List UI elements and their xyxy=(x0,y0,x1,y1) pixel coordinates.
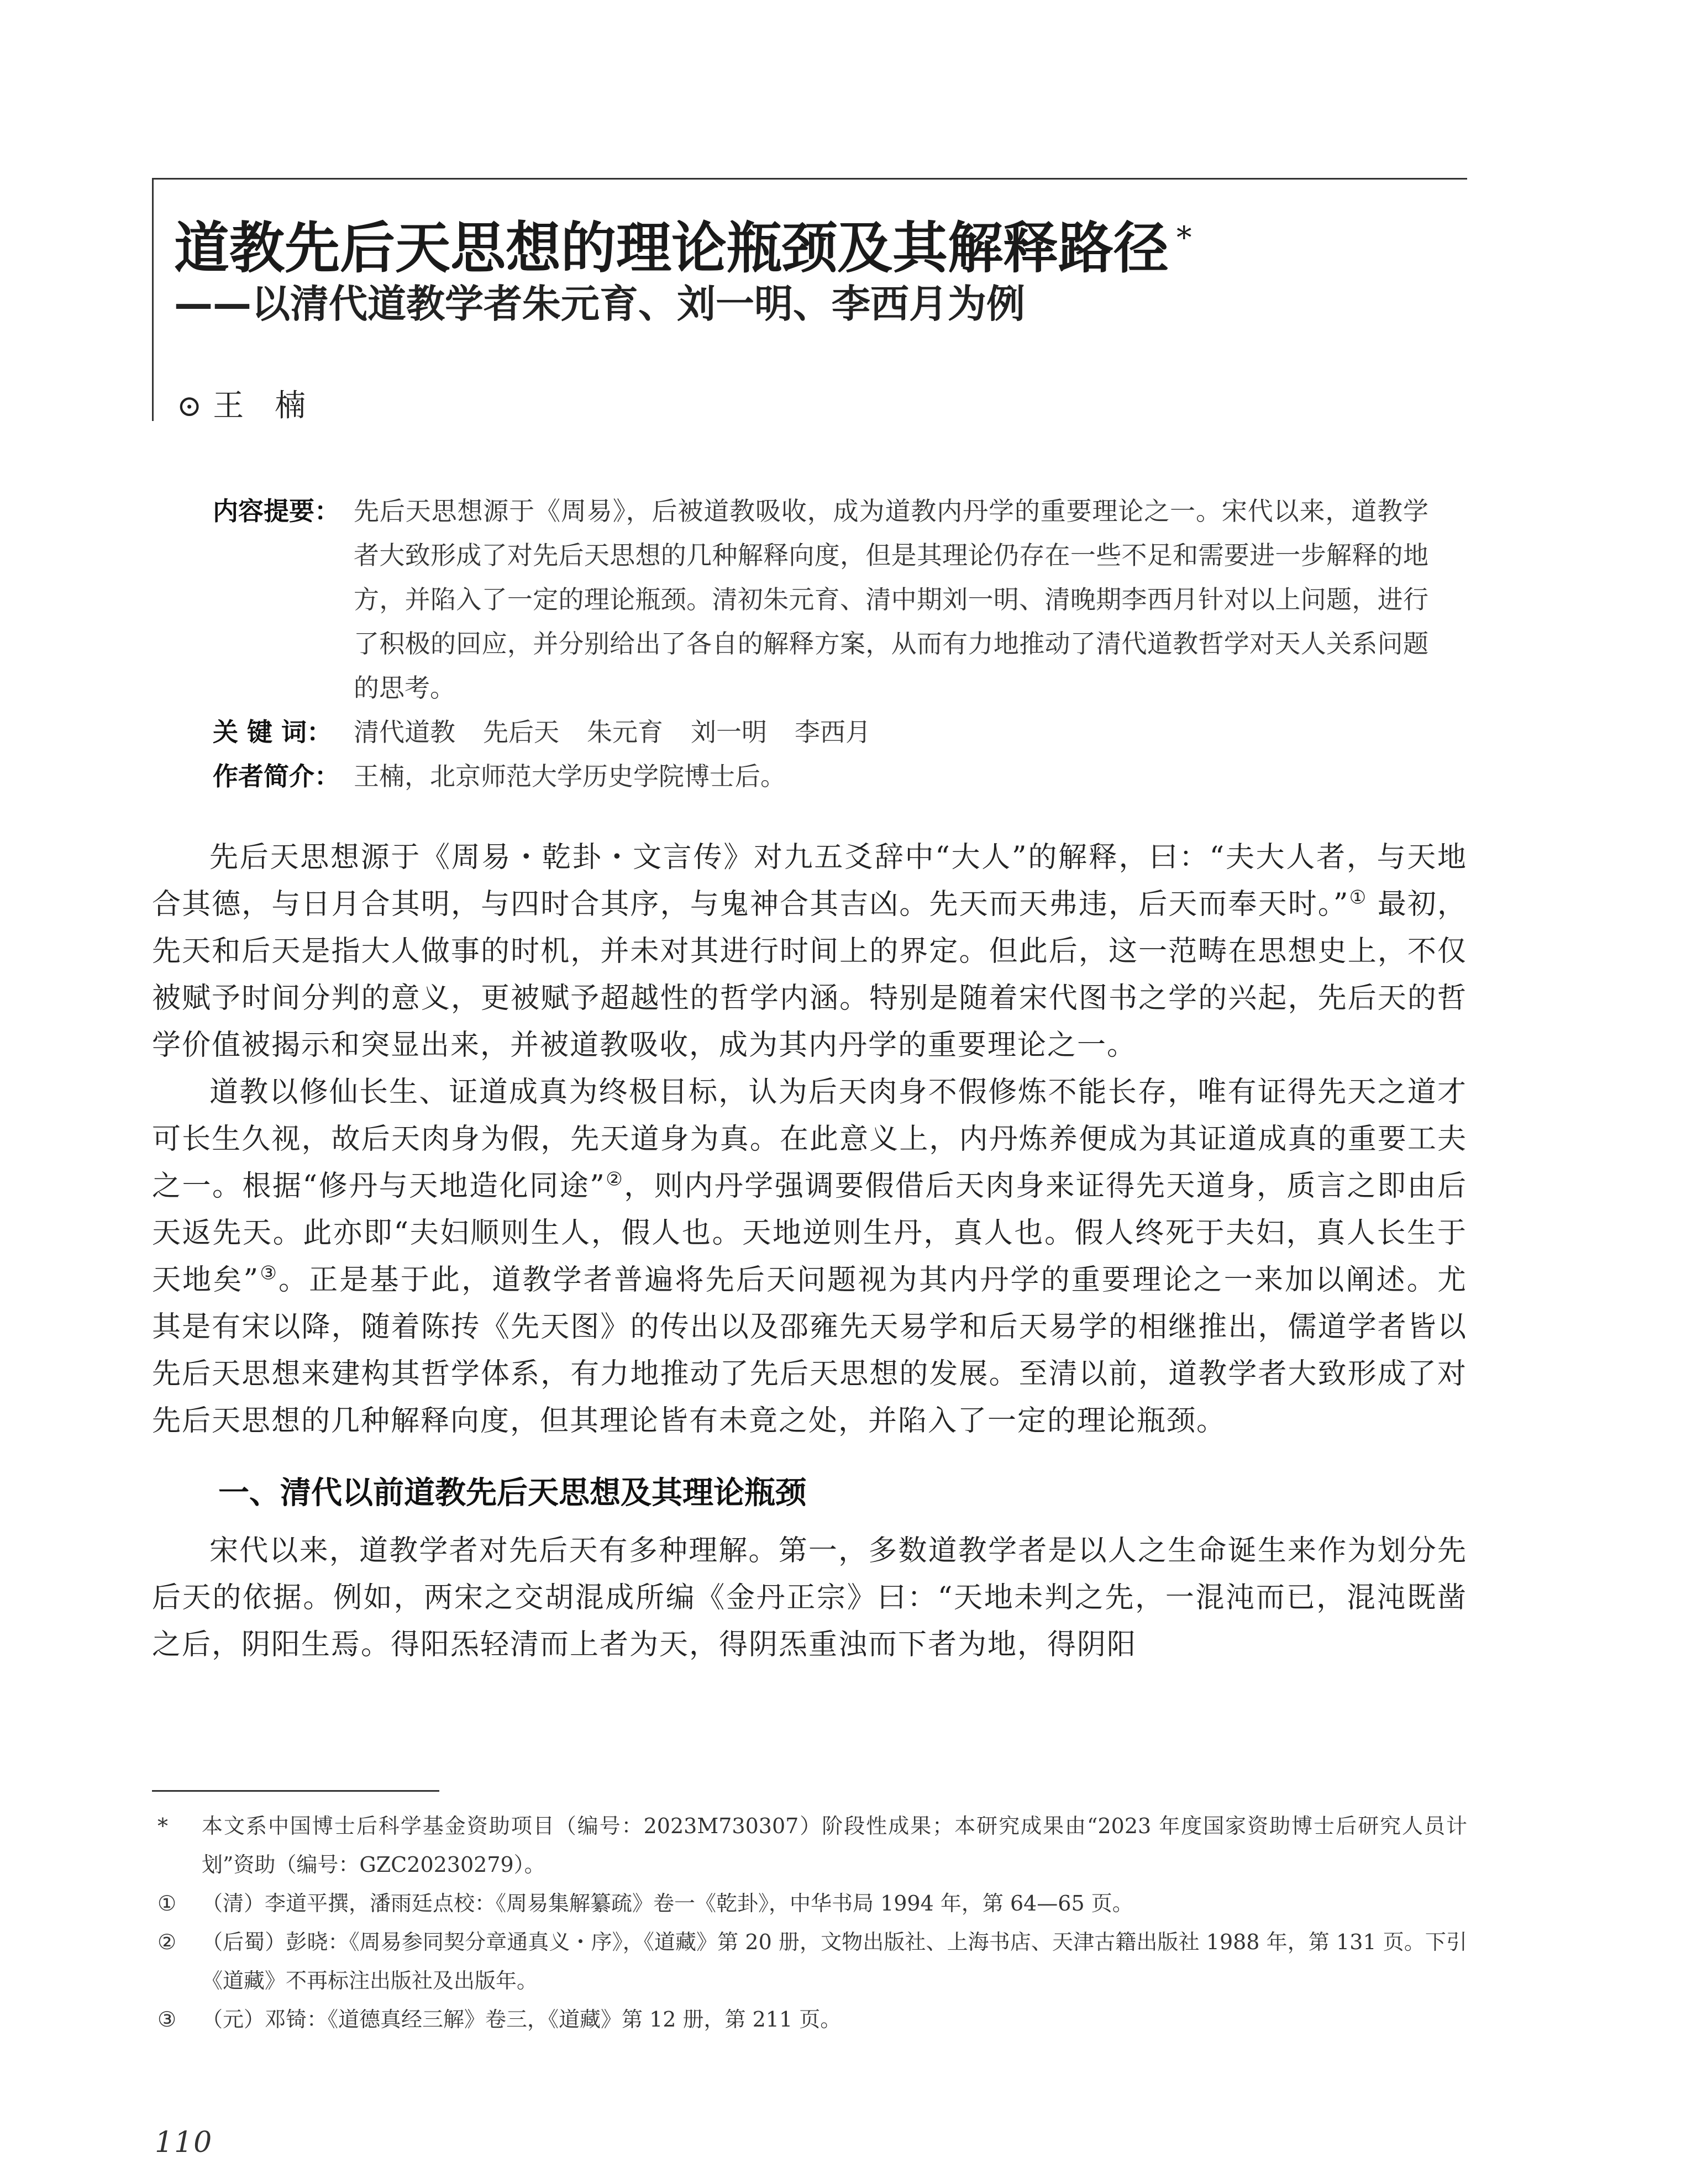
footnote-ref[interactable]: ③ xyxy=(259,1262,279,1285)
keywords-list xyxy=(354,710,1428,754)
section-heading-1: 一、清代以前道教先后天思想及其理论瓶颈 xyxy=(218,1475,806,1511)
keyword: 清代道教 xyxy=(354,717,455,747)
footnote-mark: ① xyxy=(157,1891,177,1915)
abstract-summary-row xyxy=(213,489,1428,710)
header-left-rule xyxy=(152,178,154,421)
article-body xyxy=(152,834,1467,1669)
article-title: 道教先后天思想的理论瓶颈及其解释路径 * xyxy=(174,215,1192,281)
header-top-rule xyxy=(152,178,1467,180)
author-bio-row xyxy=(213,754,1428,798)
page-number: 110 xyxy=(155,2126,213,2159)
keyword: 先后天 xyxy=(483,717,559,747)
footnote-text: （清）李道平撰，潘雨廷点校：《周易集解纂疏》卷一《乾卦》，中华书局 1994 年，第 64—65 页。 xyxy=(202,1891,1133,1915)
author-line xyxy=(177,384,306,428)
author-bio-text: 王楠，北京师范大学历史学院博士后。 xyxy=(354,761,786,791)
body-paragraph-2: 道教以修仙长生、证道成真为终极目标，认为后天肉身不假修炼不能长存，唯有证得先天之道才可长生久视，故后天肉身为假，先天道身为真。在此意义上，内丹炼养便成为其证道成真的重要工夫之一。根据“修丹与天地造化同途”②，则内丹学强调要假借后天肉身来证得先天道身，质言之即由后天返先天。此亦即“夫妇顺则生人，假人也。天地逆则生丹，真人也。假人终死于夫妇，真人长生于天地矣”③。正是基于此，道教学者普遍将先后天问题视为其内丹学的重要理论之一来加以阐述。尤其是有宋以降，随着陈抟《先天图》的传出以及邵雍先天易学和后天易学的相继推出，儒道学者皆以先后天思想来建构其哲学体系，有力地推动了先后天思想的发展。至清以前，道教学者大致形成了对先后天思想的几种解释向度，但其理论皆有未竟之处，并陷入了一定的理论瓶颈。 xyxy=(152,1076,1467,1438)
abstract-block xyxy=(213,489,1428,798)
footnotes-block xyxy=(152,1807,1467,2039)
footnote-mark: ③ xyxy=(157,2007,177,2032)
keywords-row xyxy=(213,710,1428,754)
footnote-mark: * xyxy=(157,1814,168,1838)
title-footnote-mark: * xyxy=(1176,220,1192,255)
footnote-mark: ② xyxy=(157,1930,177,1954)
body-paragraph-1: 先后天思想源于《周易・乾卦・文言传》对九五爻辞中“大人”的解释，曰：“夫大人者，与天地合其德，与日月合其明，与四时合其序，与鬼神合其吉凶。先天而天弗违，后天而奉天时。”① 最初，先天和后天是指大人做事的时机，并未对其进行时间上的界定。但此后，这一范畴在思想史上，不仅被赋予时间分判的意义，更被赋予超越性的哲学内涵。特别是随着宋代图书之学的兴起，先后天的哲学价值被揭示和突显出来，并被道教吸收，成为其内丹学的重要理论之一。 xyxy=(152,841,1468,1062)
author-mark-icon: ⊙ xyxy=(177,388,202,423)
footnote xyxy=(152,2000,1467,2039)
keywords-label: 关 键 词： xyxy=(213,717,333,747)
footnote-ref[interactable]: ② xyxy=(605,1168,624,1191)
footnote-text: 本文系中国博士后科学基金资助项目（编号：2023M730307）阶段性成果；本研究成果由“2023 年度国家资助博士后研究人员计划”资助（编号：GZC20230279）。 xyxy=(202,1814,1467,1877)
keyword: 李西月 xyxy=(795,717,871,747)
abstract-summary-text: 先后天思想源于《周易》，后被道教吸收，成为道教内丹学的重要理论之一。宋代以来，道教学者大致形成了对先后天思想的几种解释向度，但是其理论仍存在一些不足和需要进一步解释的地方，并陷入了一定的理论瓶颈。清初朱元育、清中期刘一明、清晚期李西月针对以上问题，进行了积极的回应，并分别给出了各自的解释方案，从而有力地推动了清代道教哲学对天人关系问题的思考。 xyxy=(354,496,1428,703)
keyword: 朱元育 xyxy=(587,717,663,747)
footnote-ref[interactable]: ① xyxy=(1349,886,1368,909)
footnote-text: （后蜀）彭晓：《周易参同契分章通真义・序》，《道藏》第 20 册，文物出版社、上海书店、天津古籍出版社 1988 年，第 131 页。下引《道藏》不再标注出版社及出版年。 xyxy=(202,1930,1467,1993)
footnote-text: （元）邓锜：《道德真经三解》卷三，《道藏》第 12 册，第 211 页。 xyxy=(202,2007,842,2032)
body-paragraph-3: 宋代以来，道教学者对先后天有多种理解。第一，多数道教学者是以人之生命诞生来作为划分先后天的依据。例如，两宋之交胡混成所编《金丹正宗》曰：“天地未判之先，一混沌而已，混沌既凿之后，阴阳生焉。得阳炁轻清而上者为天，得阴炁重浊而下者为地，得阴阳 xyxy=(152,1534,1467,1661)
abstract-summary-label: 内容提要： xyxy=(213,496,340,526)
footnote-divider xyxy=(152,1790,439,1792)
author-name: 王 楠 xyxy=(213,388,306,424)
article-subtitle: ——以清代道教学者朱元育、刘一明、李西月为例 xyxy=(174,281,1025,327)
footnote xyxy=(152,1923,1467,2000)
footnote xyxy=(152,1884,1467,1923)
author-bio-label: 作者简介： xyxy=(213,761,340,791)
keyword: 刘一明 xyxy=(691,717,767,747)
footnote xyxy=(152,1807,1467,1884)
